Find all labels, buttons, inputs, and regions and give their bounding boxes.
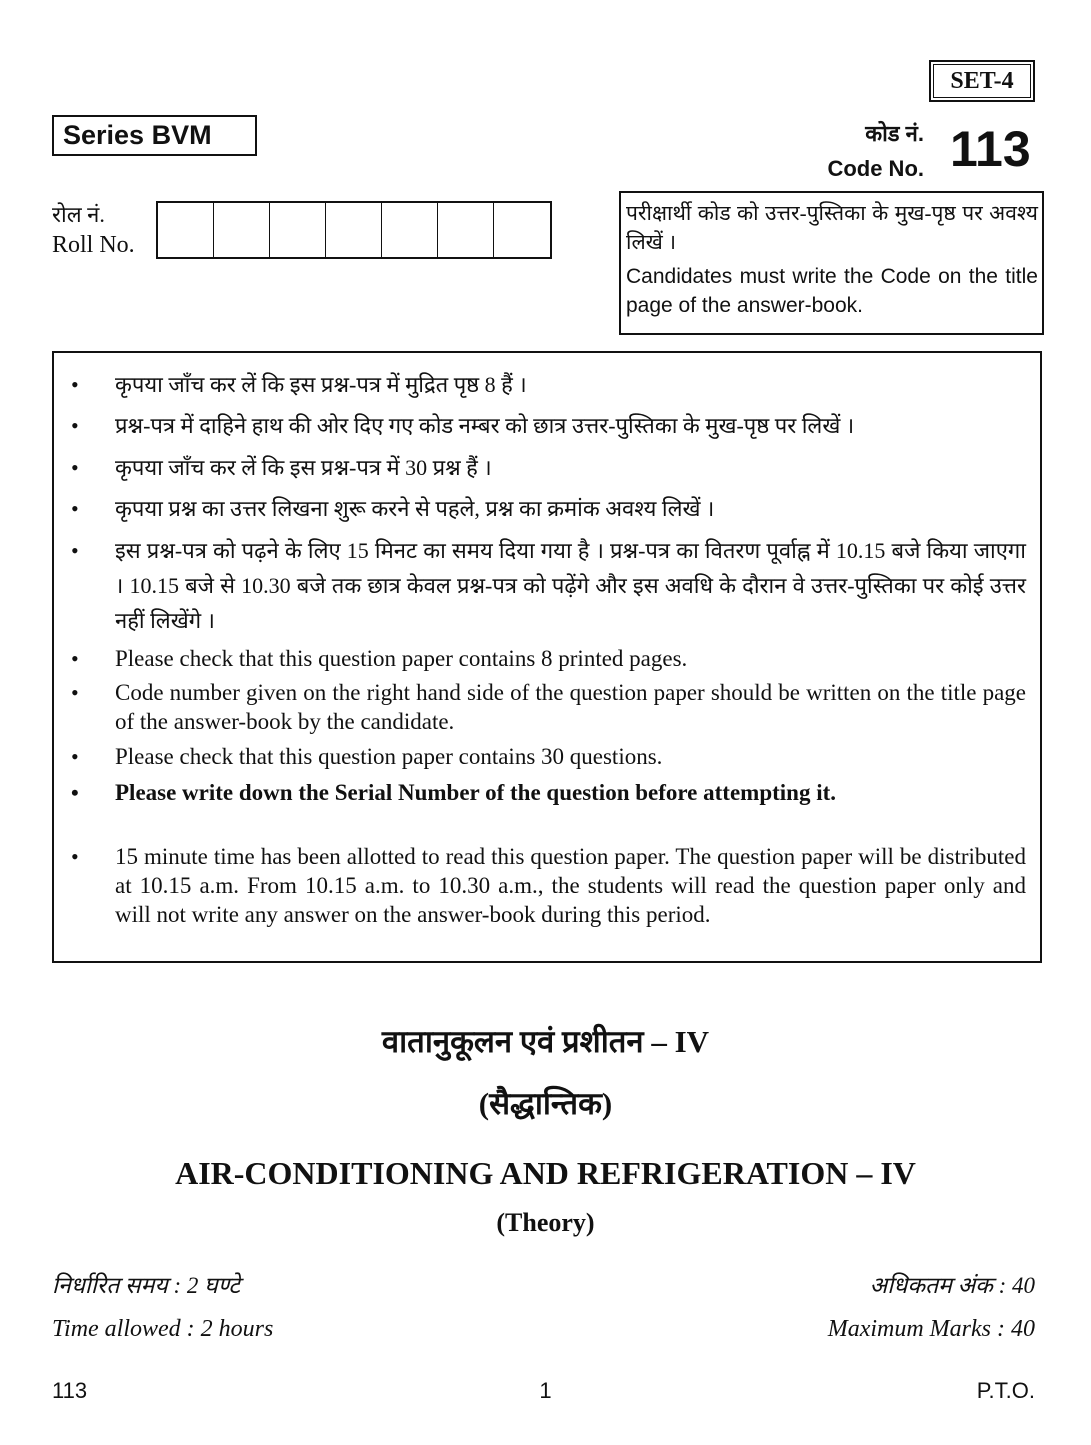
- general-instructions-box: [52, 351, 1042, 963]
- instruction-text: Please write down the Serial Number of the question before attempting it.: [115, 780, 837, 805]
- code-number: 113: [950, 121, 1031, 177]
- max-marks-hindi: अधिकतम अंक : 40: [869, 1273, 1035, 1298]
- code-label-english: Code No.: [827, 156, 924, 181]
- roll-cell[interactable]: [494, 203, 550, 257]
- instruction-text: कृपया प्रश्न का उत्तर लिखना शुरू करने से पहले, प्रश्न का क्रमांक अवश्य लिखें ।: [115, 496, 715, 521]
- time-allowed-english: Time allowed : 2 hours: [52, 1316, 274, 1342]
- roll-cell[interactable]: [270, 203, 326, 257]
- instruction-text: कृपया जाँच कर लें कि इस प्रश्न-पत्र में मुद्रित पृष्ठ 8 हैं ।: [115, 372, 527, 397]
- instruction-item: • इस प्रश्न-पत्र को पढ़ने के लिए 15 मिनट का समय दिया गया है । प्रश्न-पत्र का वितरण पूर्वाह्न में 10.15 बजे किया जाएगा । 10.15 बजे से 10.30 बजे तक छात्र केवल प्रश्न-पत्र को पढ़ेंगे और इस अवधि के दौरान वे उत्तर-पुस्तिका पर कोई उत्तर नहीं लिखेंगे ।: [71, 538, 1026, 633]
- instruction-item: • Please check that this question paper contains 8 printed pages.: [71, 646, 688, 671]
- subject-title-hindi: वातानुकूलन एवं प्रशीतन – IV: [381, 1024, 710, 1059]
- roll-cell[interactable]: [382, 203, 438, 257]
- roll-cell[interactable]: [158, 203, 214, 257]
- instruction-text: Code number given on the right hand side of the question paper should be written on the title page of the answer-book by the candidate.: [115, 680, 1026, 734]
- instruction-text: इस प्रश्न-पत्र को पढ़ने के लिए 15 मिनट का समय दिया गया है । प्रश्न-पत्र का वितरण पूर्वाह्न में 10.15 बजे किया जाएगा । 10.15 बजे से 10.30 बजे तक छात्र केवल प्रश्न-पत्र को पढ़ेंगे और इस अवधि के दौरान वे उत्तर-पुस्तिका पर कोई उत्तर नहीं लिखेंगे ।: [115, 538, 1026, 633]
- instruction-item: • 15 minute time has been allotted to read this question paper. The question paper will be distributed at 10.15 a.m. From 10.15 a.m. to 10.30 a.m., the students will read the question paper only and will not write any answer on the answer-book during this period.: [71, 844, 1026, 927]
- instruction-item: • कृपया जाँच कर लें कि इस प्रश्न-पत्र में 30 प्रश्न हैं ।: [71, 455, 492, 480]
- code-label-hindi: कोड नं.: [865, 121, 924, 146]
- max-marks-english: Maximum Marks : 40: [827, 1316, 1035, 1342]
- instruction-text: प्रश्न-पत्र में दाहिने हाथ की ओर दिए गए कोड नम्बर को छात्र उत्तर-पुस्तिका के मुख-पृष्ठ पर लिखें ।: [115, 413, 855, 438]
- instruction-text: Please check that this question paper contains 30 questions.: [115, 744, 663, 769]
- roll-label-english: Roll No.: [52, 232, 135, 258]
- instruction-item: • Code number given on the right hand side of the question paper should be written on the title page of the answer-book by the candidate.: [71, 680, 1026, 734]
- roll-cell[interactable]: [214, 203, 270, 257]
- subject-subtitle-english: (Theory): [496, 1208, 595, 1237]
- pto-label: P.T.O.: [976, 1378, 1035, 1403]
- roll-label-hindi: रोल नं.: [52, 202, 105, 227]
- instruction-text: कृपया जाँच कर लें कि इस प्रश्न-पत्र में 30 प्रश्न हैं ।: [115, 455, 492, 480]
- instruction-item: • प्रश्न-पत्र में दाहिने हाथ की ओर दिए गए कोड नम्बर को छात्र उत्तर-पुस्तिका के मुख-पृष्ठ पर लिखें ।: [71, 413, 855, 438]
- page-number: 1: [539, 1378, 552, 1403]
- candidate-note-english: Candidates must write the Code on the title page of the answer-book.: [626, 265, 1038, 317]
- instruction-text: 15 minute time has been allotted to read this question paper. The question paper will be distributed at 10.15 a.m. From 10.15 a.m. to 10.30 a.m., the students will read the question paper only and will not write any answer on the answer-book during this period.: [115, 844, 1026, 927]
- candidate-code-note: [619, 191, 1044, 335]
- instruction-item: • Please check that this question paper contains 30 questions.: [71, 744, 663, 769]
- roll-cell[interactable]: [326, 203, 382, 257]
- instruction-item: • कृपया प्रश्न का उत्तर लिखना शुरू करने से पहले, प्रश्न का क्रमांक अवश्य लिखें ।: [71, 496, 715, 521]
- footer-code: 113: [52, 1378, 88, 1403]
- candidate-note-hindi: परीक्षार्थी कोड को उत्तर-पुस्तिका के मुख-पृष्ठ पर अवश्य लिखें ।: [626, 201, 1038, 254]
- roll-cell[interactable]: [438, 203, 494, 257]
- time-allowed-hindi: निर्धारित समय : 2 घण्टे: [52, 1273, 240, 1298]
- instruction-item: • Please write down the Serial Number of the question before attempting it.: [71, 780, 837, 805]
- set-badge: SET-4: [929, 60, 1035, 102]
- instruction-text: Please check that this question paper contains 8 printed pages.: [115, 646, 688, 671]
- subject-subtitle-hindi: (सैद्धान्तिक): [478, 1086, 613, 1121]
- roll-number-grid[interactable]: [156, 201, 552, 259]
- subject-title-english: AIR-CONDITIONING AND REFRIGERATION – IV: [175, 1155, 916, 1191]
- instruction-item: • कृपया जाँच कर लें कि इस प्रश्न-पत्र में मुद्रित पृष्ठ 8 हैं ।: [71, 372, 527, 397]
- series-label: Series BVM: [52, 115, 257, 156]
